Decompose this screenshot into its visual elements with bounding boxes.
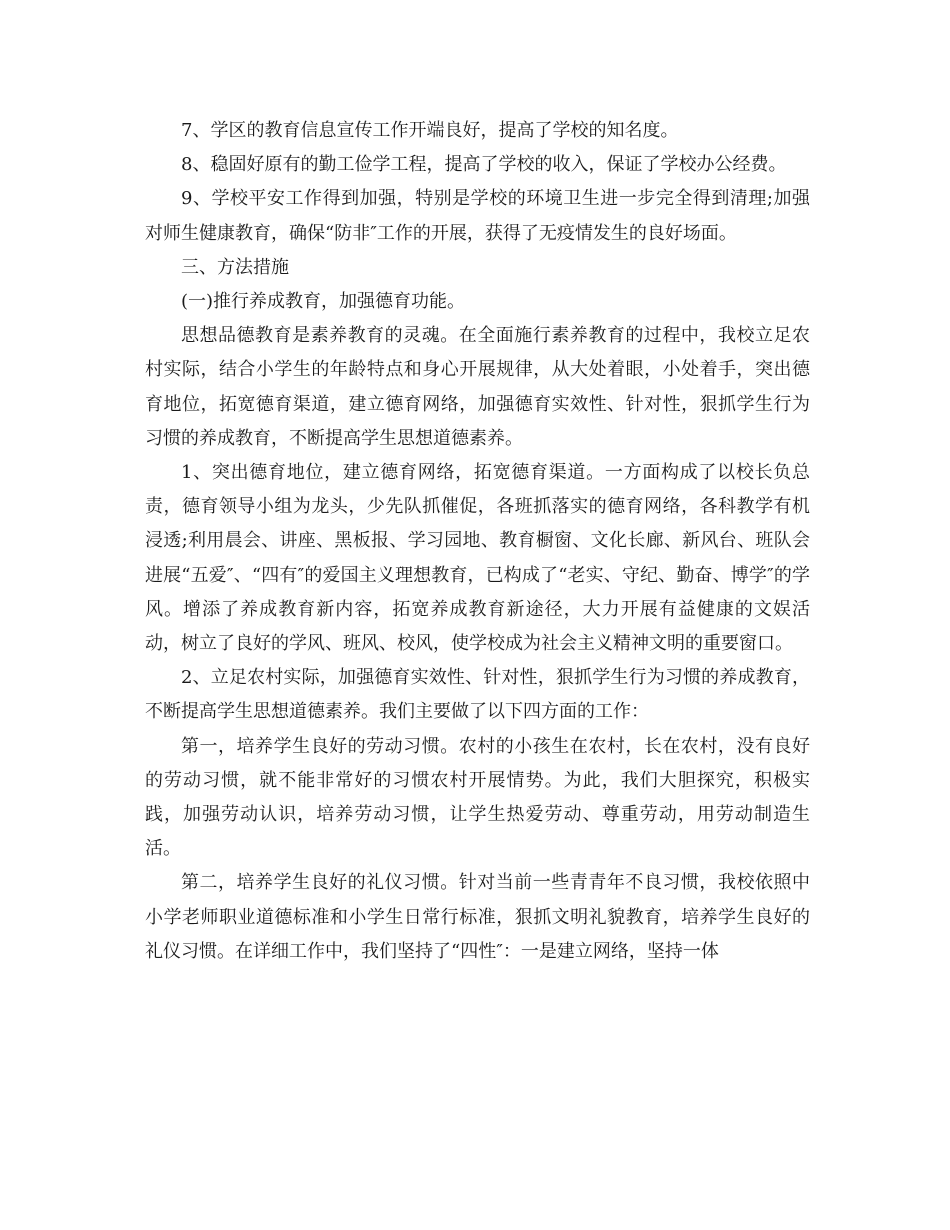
paragraph-second: 第二，培养学生良好的礼仪习惯。针对当前一些青青年不良习惯，我校依照中小学老师职业道德标准和小学生日常行标准，狠抓文明礼貌教育，培养学生良好的礼仪习惯。在详细工作中，我们坚持了“四性″：一是建立网络，坚持一体	[145, 872, 810, 962]
paragraph-item-8: 8、稳固好原有的勤工俭学工程，提高了学校的收入，保证了学校办公经费。	[181, 154, 787, 176]
paragraph-first: 第一，培养学生良好的劳动习惯。农村的小孩生在农村，长在农村，没有良好的劳动习惯，就不能非常好的习惯农村开展情势。为此，我们大胆探究，积极实践，加强劳动认识，培养劳动习惯，让学生热爱劳动、尊重劳动，用劳动制造生活。	[145, 735, 810, 860]
paragraph-item-7: 7、学区的教育信息宣传工作开端良好，提高了学校的知名度。	[181, 120, 679, 141]
paragraph-point-1: 1、突出德育地位，建立德育网络，拓宽德育渠道。一方面构成了以校长负总责，德育领导小组为龙头，少先队抓催促，各班抓落实的德育网络，各科教学有机浸透;利用晨会、讲座、黑板报、学习园地、教育橱窗、文化长廊、新风台、班队会进展“五爱″、“四有″的爱国主义理想教育，已构成了“老实、守纪、勤奋、博学″的学风。增添了养成教育新内容，拓宽养成教育新途径，大力开展有益健康的文娱活动，树立了良好的学风、班风、校风，使学校成为社会主义精神文明的重要窗口。	[145, 462, 810, 655]
paragraph-item-9: 9、学校平安工作得到加强，特别是学校的环境卫生进一步完全得到清理;加强对师生健康教育，确保“防非″工作的开展，获得了无疫情发生的良好场面。	[145, 188, 810, 244]
paragraph-intro: 思想品德教育是素养教育的灵魂。在全面施行素养教育的过程中，我校立足农村实际，结合小学生的年龄特点和身心开展规律，从大处着眼，小处着手，突出德育地位，拓宽德育渠道，建立德育网络，加强德育实效性、针对性，狠抓学生行为习惯的养成教育，不断提高学生思想道德素养。	[145, 325, 810, 449]
subsection-heading-1: (一)推行养成教育，加强德育功能。	[181, 291, 466, 313]
section-heading-methods: 三、方法措施	[181, 256, 289, 278]
paragraph-point-2: 2、立足农村实际，加强德育实效性、针对性，狠抓学生行为习惯的养成教育，不断提高学生思想道德素养。我们主要做了以下四方面的工作：	[145, 667, 810, 723]
document-body	[145, 114, 810, 969]
